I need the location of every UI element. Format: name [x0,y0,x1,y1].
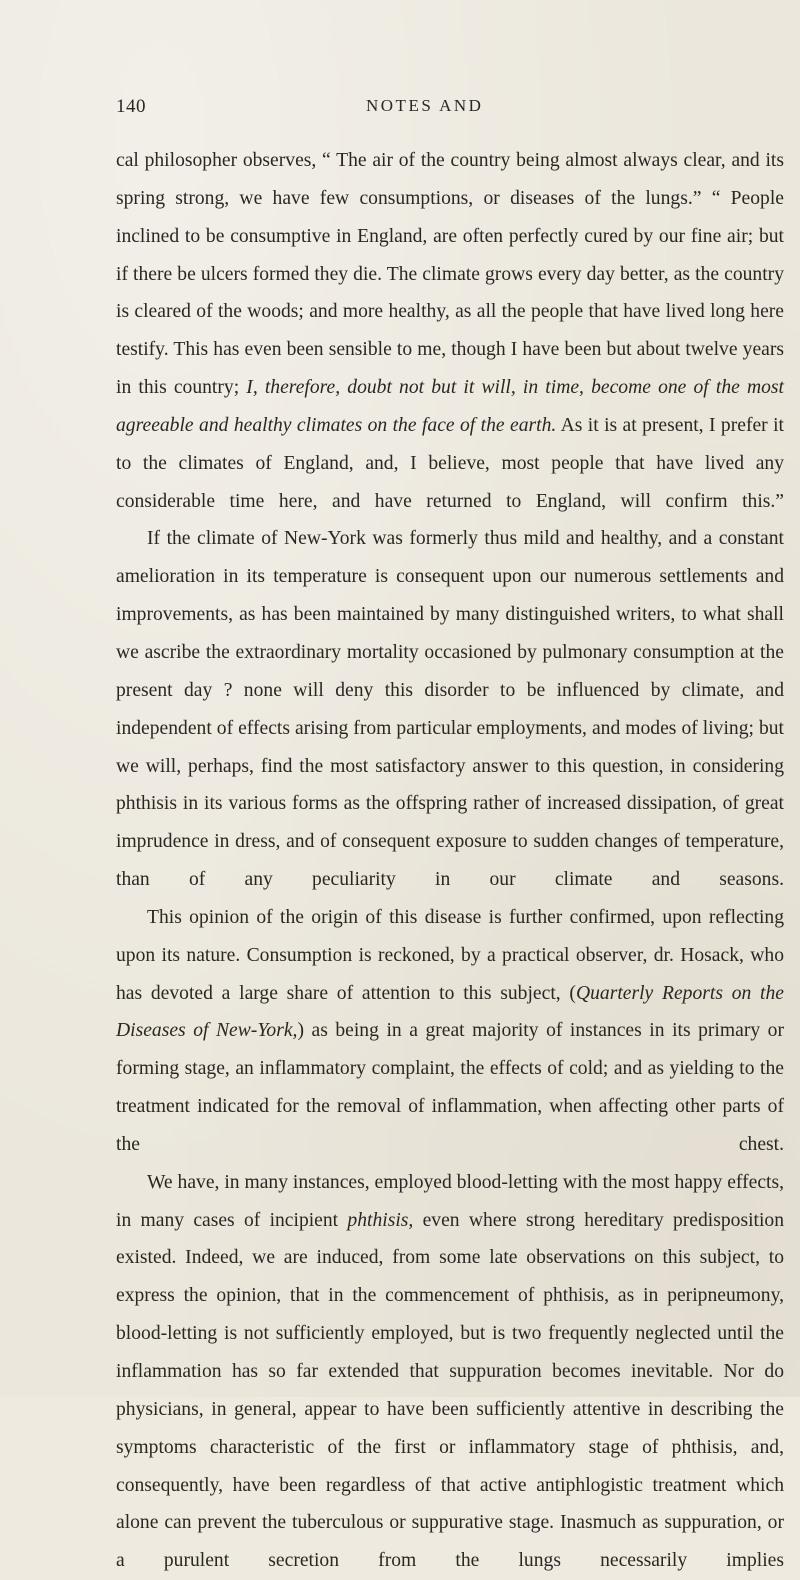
paragraph-4 [116,1164,784,1580]
body-text [116,142,784,1580]
paragraph-3-text-before: This opinion of the origin of this disease is further confirmed, upon reflecting upon its nature. Consumption is reckoned, by a practical observer, dr. Hosack, who has devoted a large share of attention to this subject, ( [116,906,784,1004]
running-head-title: NOTES AND [366,96,484,115]
running-head [116,96,680,122]
paragraph-3 [116,899,784,1164]
paragraph-4-italic: phthisis, [347,1209,414,1231]
paragraph-4-text-after: even where strong hereditary predisposition existed. Indeed, we are induced, from some late observations on this subject, to express the opinion, that in the commencement of phthisis, as in peripneumony, blood-letting is not sufficiently employed, but is two frequently neglected until the inflammation has so far extended that suppuration becomes inevitable. Nor do physicians, in general, appear to have been sufficiently attentive in describing the symptoms characteristic of the first or inflammatory stage of phthisis, and, consequently, have been regardless of that active antiphlogistic treatment which alone can prevent the tuberculous or suppurative stage. Inasmuch as suppuration, or a purulent secretion from the lungs necessarily implies [116,1209,784,1572]
paragraph-3-text-after: ) as being in a great majority of instances in its primary or forming stage, an inflammatory complaint, the effects of cold; and as yielding to the treatment indicated for the removal of inflammation, when affecting other parts of the chest. [116,1020,784,1155]
paragraph-2-text: If the climate of New-York was formerly thus mild and healthy, and a constant amelioration in its temperature is consequent upon our numerous settlements and improvements, as has been maintained by many distinguished writers, to what shall we ascribe the extraordinary mortality occasioned by pulmonary consumption at the present day ? none will deny this disorder to be influenced by climate, and independent of effects arising from particular employments, and modes of living; but we will, perhaps, find the most satisfactory answer to this question, in considering phthisis in its various forms as the offspring rather of increased dissipation, of great imprudence in dress, and of consequent exposure to sudden changes of temperature, than of any peculiarity in our climate and seasons. [116,528,784,891]
paragraph-1-tail: As it is at present, I prefer it to the climates of England, and, I believe, most people that have lived any considerable time here, and have returned to England, will confirm this.” [116,414,784,512]
paragraph-1-text: cal philosopher observes, “ The air of the country being almost always clear, and its spring strong, we have few consumptions, or diseases of the lungs.” “ People inclined to be consumptive in England, are often perfectly cured by our fine air; but if there be ulcers formed they die. The climate grows every day better, as the country is cleared of the woods; and more healthy, as all the people that have lived long here testify. This has even been sensible to me, though I have been but about twelve years in this country; [116,150,784,399]
paragraph-3-italic: Quarterly Reports on the Diseases of New-York, [116,982,784,1042]
page-number: 140 [116,96,146,117]
paragraph-1-italic: I, therefore, doubt not but it will, in time, become one of the most agreeable and healthy climates on the face of the earth. [116,377,784,436]
paragraph-2 [116,520,784,898]
paragraph-1 [116,142,784,520]
paragraph-4-text-before: We have, in many instances, employed blood-letting with the most happy effects, in many cases of incipient [116,1171,784,1231]
